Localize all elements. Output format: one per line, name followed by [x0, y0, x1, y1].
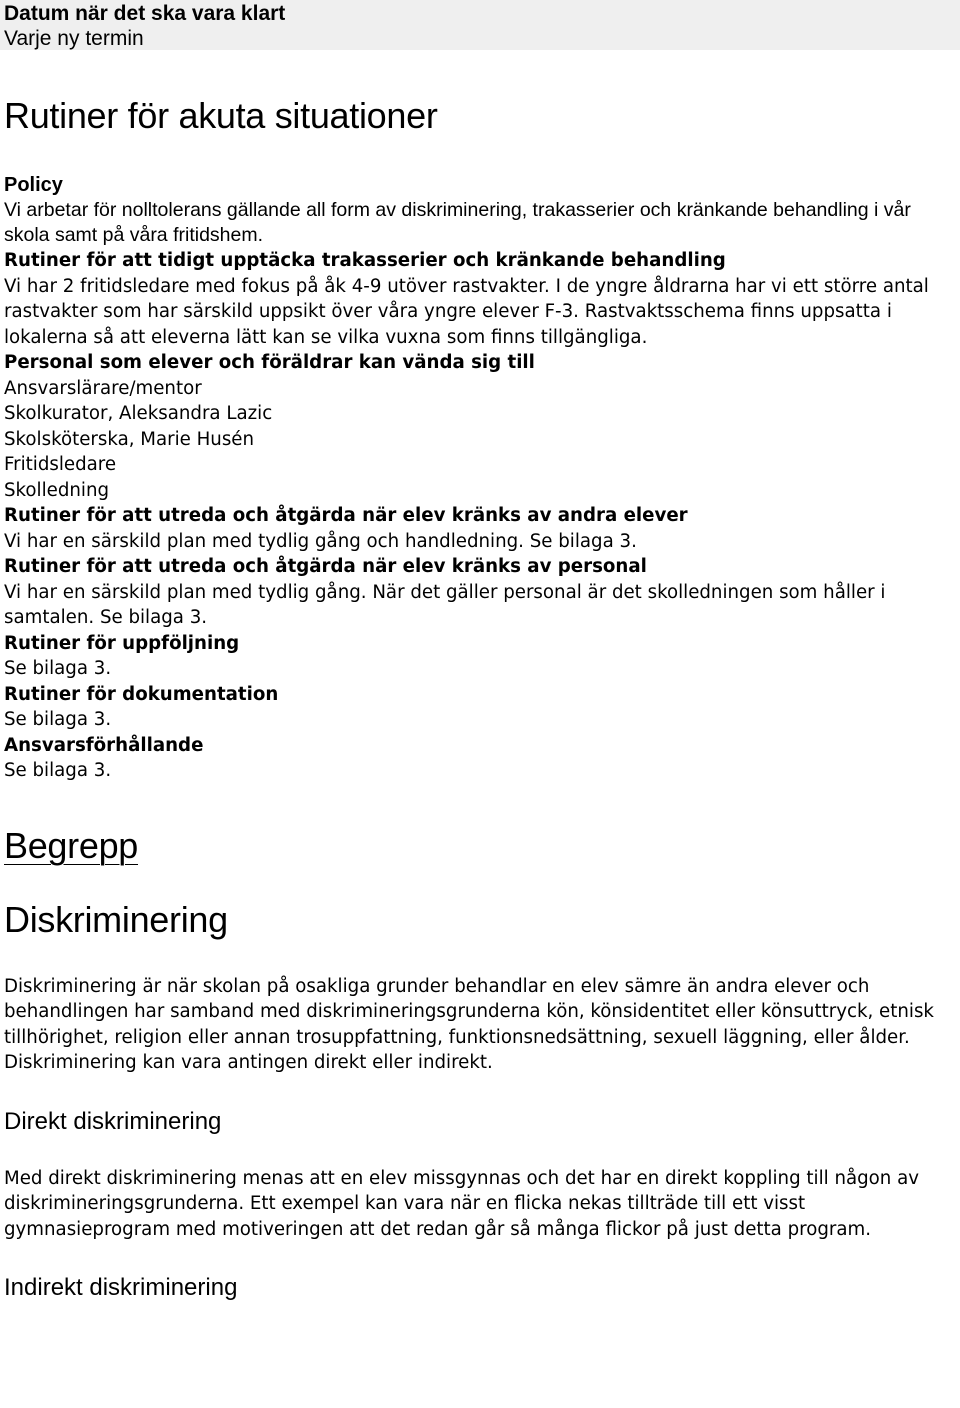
early-detection-section — [4, 248, 956, 350]
deadline-value: Varje ny termin — [4, 27, 144, 50]
followup-heading: Rutiner för uppföljning — [4, 632, 240, 654]
staff-text: Vi har en särskild plan med tydlig gång. När det gäller personal är det skolledningen som håller i samtalen. Se bilaga 3. — [4, 581, 886, 628]
diskriminering-text-2: Diskriminering kan vara antingen direkt eller indirekt. — [4, 1052, 493, 1073]
document-body — [0, 96, 960, 1302]
contact-item: Skolsköterska, Marie Husén — [4, 428, 255, 450]
followup-section — [4, 631, 956, 682]
early-detection-heading: Rutiner för att tidigt upptäcka trakasserier och kränkande behandling — [4, 250, 726, 271]
direkt-diskriminering-text: Med direkt diskriminering menas att en elev missgynnas och det har en direkt koppling till någon av diskrimineringsgrunderna. Ett exempel kan vara när en flicka nekas tillträde till ett visst gymnasieprogram med motiveringen att det redan går så många flickor på just detta program. — [4, 1167, 920, 1240]
contact-item: Fritidsledare — [4, 454, 117, 475]
policy-text: Vi arbetar för nolltolerans gällande all form av diskriminering, trakasserier och kränkande behandling i vår skola samt på våra fritidshem. — [4, 199, 911, 246]
staff-heading: Rutiner för att utreda och åtgärda när elev kränks av personal — [4, 556, 647, 577]
documentation-section — [4, 682, 956, 733]
documentation-heading: Rutiner för dokumentation — [4, 683, 279, 705]
contact-item: Skolledning — [4, 479, 110, 501]
section-title-rutiner: Rutiner för akuta situationer — [4, 95, 438, 136]
followup-text: Se bilaga 3. — [4, 658, 112, 679]
policy-section — [4, 173, 956, 248]
students-text: Vi har en särskild plan med tydlig gång och handledning. Se bilaga 3. — [4, 530, 637, 552]
contacts-heading: Personal som elever och föräldrar kan vända sig till — [4, 352, 535, 373]
diskriminering-text: Diskriminering är när skolan på osakliga grunder behandlar en elev sämre än andra elever och behandlingen har samband med diskrimineringsgrunderna kön, könsidentitet eller könsuttryck, etnisk tillhörighet, religion eller annan trosuppfattning, funktionsnedsättning, sexuell läggning, eller ålder. — [4, 975, 934, 1048]
responsibility-section — [4, 733, 956, 784]
staff-section — [4, 554, 956, 631]
students-section — [4, 503, 956, 554]
responsibility-heading: Ansvarsförhållande — [4, 734, 204, 756]
contacts-section — [4, 350, 956, 503]
heading-diskriminering: Diskriminering — [4, 898, 228, 940]
students-heading: Rutiner för att utreda och åtgärda när elev kränks av andra elever — [4, 505, 688, 526]
deadline-label: Datum när det ska vara klart — [4, 2, 286, 25]
heading-indirekt-diskriminering: Indirekt diskriminering — [4, 1274, 238, 1301]
policy-heading: Policy — [4, 174, 63, 196]
heading-direkt-diskriminering: Direkt diskriminering — [4, 1107, 222, 1135]
early-detection-text: Vi har 2 fritidsledare med fokus på åk 4-9 utöver rastvakter. I de yngre åldrarna har vi ett större antal rastvakter som har särskild uppsikt över våra yngre elever F-3. Rastvaktsschema finns uppsatta i lokalerna så att eleverna lätt kan se vilka vuxna som finns tillgängliga. — [4, 275, 929, 348]
contact-item: Skolkurator, Aleksandra Lazic — [4, 403, 273, 424]
contact-item: Ansvarslärare/mentor — [4, 377, 202, 399]
diskriminering-section — [4, 974, 956, 1076]
responsibility-text: Se bilaga 3. — [4, 760, 112, 781]
documentation-text: Se bilaga 3. — [4, 709, 112, 730]
deadline-box — [0, 0, 960, 50]
section-title-begrepp: Begrepp — [4, 824, 139, 866]
